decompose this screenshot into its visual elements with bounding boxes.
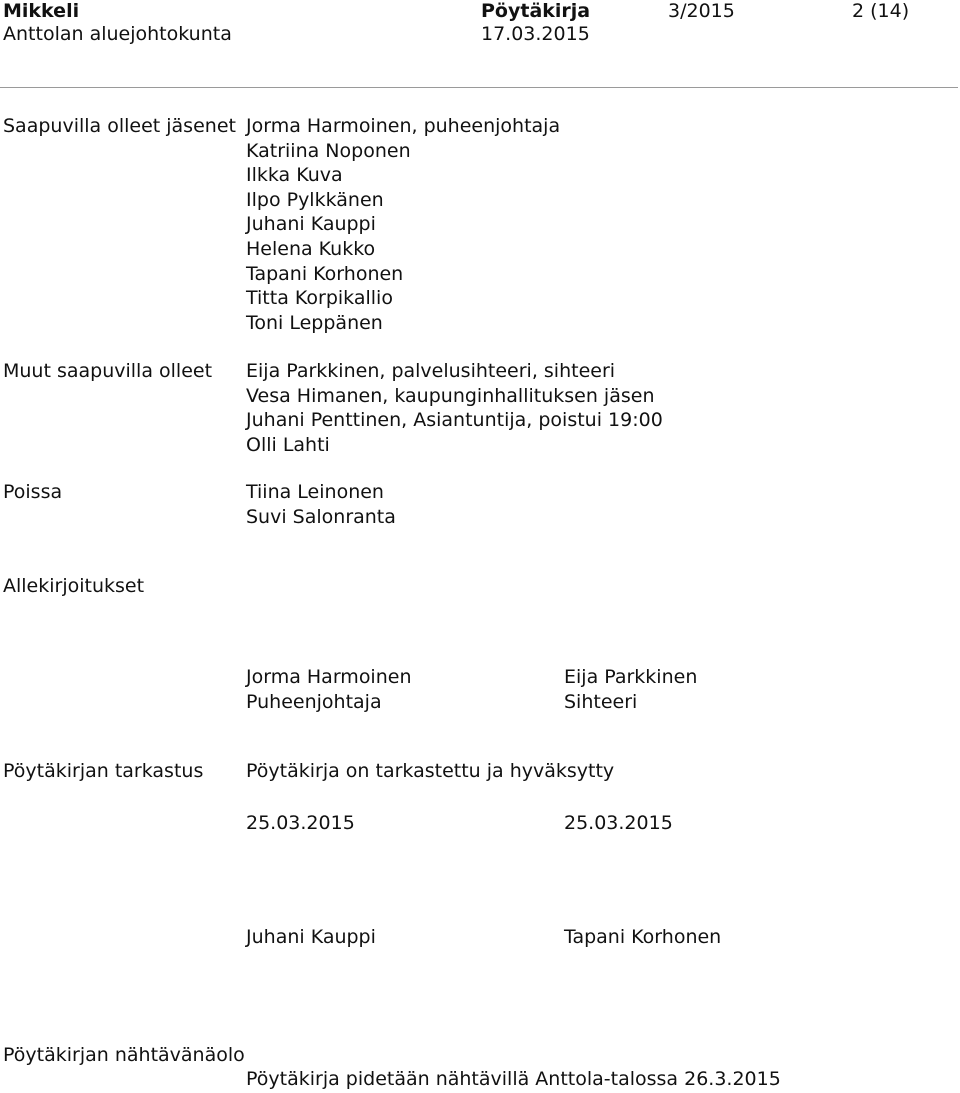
meeting-number: 3/2015 [668,0,735,22]
chair-name: Jorma Harmoinen [246,666,412,688]
list-item: Katriina Noponen [246,139,411,162]
list-item: Tiina Leinonen [246,481,384,503]
other-present-list [246,359,663,457]
display-statement: Pöytäkirja pidetään nähtävillä Anttola-talossa 26.3.2015 [246,1068,781,1090]
review-date-left: 25.03.2015 [246,812,355,834]
list-item: Ilpo Pylkkänen [246,188,384,211]
list-item: Juhani Penttinen, Asiantuntija, poistui 19:00 [246,409,663,432]
review-label: Pöytäkirjan tarkastus [3,760,204,782]
present-members-label: Saapuvilla olleet jäsenet [3,115,236,137]
header-divider [0,87,958,88]
absent-label: Poissa [3,481,63,503]
signatures-label: Allekirjoitukset [3,575,145,597]
review-statement: Pöytäkirja on tarkastettu ja hyväksytty [246,760,615,782]
list-item: Vesa Himanen, kaupunginhallituksen jäsen [246,384,655,407]
list-item: Jorma Harmoinen, puheenjohtaja [246,115,561,137]
chair-signature [246,665,412,714]
list-item: Toni Leppänen [246,311,383,334]
list-item: Tapani Korhonen [246,262,404,285]
reviewer-left: Juhani Kauppi [246,926,376,948]
meeting-date: 17.03.2015 [481,23,590,45]
reviewer-right: Tapani Korhonen [564,926,722,948]
display-label: Pöytäkirjan nähtävänäolo [3,1044,245,1066]
page-number: 2 (14) [852,0,910,22]
present-members-list [246,114,560,335]
list-item: Olli Lahti [246,433,330,456]
secretary-signature [564,665,697,714]
secretary-role: Sihteeri [564,690,638,713]
list-item: Titta Korpikallio [246,287,393,310]
list-item: Suvi Salonranta [246,505,396,528]
review-date-right: 25.03.2015 [564,812,673,834]
absent-list [246,480,396,529]
list-item: Eija Parkkinen, palvelusihteeri, sihteeri [246,360,616,382]
other-present-label: Muut saapuvilla olleet [3,360,213,382]
document-type: Pöytäkirja [481,0,591,22]
chair-role: Puheenjohtaja [246,690,382,713]
list-item: Ilkka Kuva [246,164,343,187]
municipality-name: Mikkeli [3,0,80,22]
list-item: Helena Kukko [246,237,376,260]
secretary-name: Eija Parkkinen [564,666,698,688]
body-name: Anttolan aluejohtokunta [3,23,232,45]
list-item: Juhani Kauppi [246,213,376,236]
